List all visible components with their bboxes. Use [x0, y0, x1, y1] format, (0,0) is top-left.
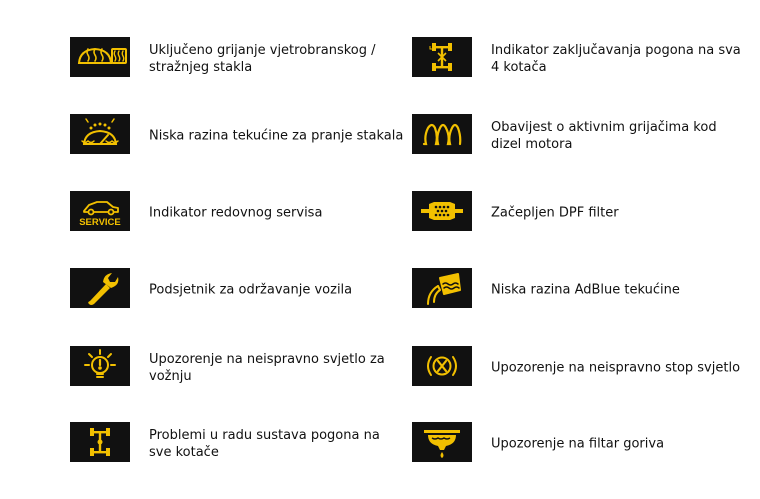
defroster-icon: [70, 37, 130, 77]
list-item: [70, 191, 410, 235]
indicator-label: Niska razina tekućine za pranje stakala: [149, 128, 404, 144]
indicator-label: Upozorenje na filtar goriva: [491, 436, 665, 452]
wrench-icon: [70, 268, 130, 308]
awd-lock-icon: [412, 37, 472, 77]
washer-fluid-icon: [70, 114, 130, 154]
drivetrain-fault-icon: [70, 422, 130, 462]
service-car-icon: [70, 191, 130, 231]
dpf-filter-icon: [412, 191, 472, 231]
indicator-label: Upozorenje na neispravno svjetlo za vožnju: [149, 352, 385, 384]
list-item: [412, 37, 752, 81]
list-item: [412, 114, 752, 158]
list-item: [70, 114, 410, 158]
list-item: [412, 268, 752, 312]
headlight-fault-icon: [70, 346, 130, 386]
indicator-label: Indikator redovnog servisa: [149, 205, 323, 221]
indicator-label: Obavijest o aktivnim grijačima kod dizel motora: [491, 120, 717, 152]
indicator-label: Uključeno grijanje vjetrobranskog / stražnjeg stakla: [149, 43, 376, 75]
fuel-filter-icon: [412, 422, 472, 462]
list-item: [70, 346, 410, 390]
indicator-label: Podsjetnik za održavanje vozila: [149, 282, 353, 298]
list-item: [70, 268, 410, 312]
indicator-label: Indikator zaključavanja pogona na sva 4 kotača: [491, 43, 741, 75]
service-text: SERVICE: [79, 217, 121, 228]
list-item: [412, 346, 752, 390]
list-item: [412, 191, 752, 235]
indicator-label: Problemi u radu sustava pogona na sve kotače: [149, 428, 380, 460]
indicator-label: Niska razina AdBlue tekućine: [491, 282, 680, 298]
list-item: [70, 37, 410, 81]
indicator-label: Upozorenje na neispravno stop svjetlo: [491, 360, 741, 376]
list-item: [70, 422, 410, 466]
brake-light-fault-icon: [412, 346, 472, 386]
glow-plug-icon: [412, 114, 472, 154]
indicator-label: Začepljen DPF filter: [491, 205, 619, 221]
adblue-icon: [412, 268, 472, 308]
list-item: [412, 422, 752, 466]
